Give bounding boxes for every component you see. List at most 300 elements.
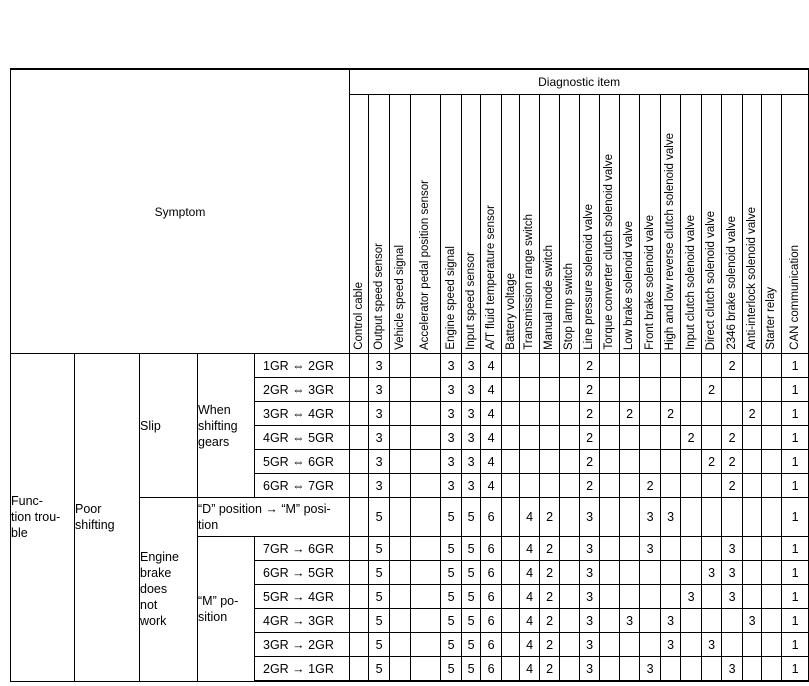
priority-cell: 3 <box>702 633 722 657</box>
column-header-label: Stop lamp switch <box>563 263 576 350</box>
priority-cell <box>762 537 782 561</box>
priority-cell: 2 <box>743 402 762 426</box>
column-header <box>600 95 620 354</box>
priority-cell <box>390 426 411 450</box>
priority-cell: 2 <box>722 450 743 474</box>
priority-cell: 4 <box>520 498 540 537</box>
priority-cell: 2 <box>640 474 661 498</box>
priority-cell <box>560 378 580 402</box>
priority-cell <box>560 633 580 657</box>
priority-cell: 3 <box>580 537 600 561</box>
priority-cell <box>411 537 441 561</box>
priority-cell: 4 <box>481 426 502 450</box>
priority-cell: 2 <box>540 498 560 537</box>
table-row <box>11 354 809 378</box>
priority-cell <box>411 498 441 537</box>
column-header <box>390 95 411 354</box>
priority-cell: 3 <box>441 354 462 378</box>
priority-cell: 5 <box>369 561 390 585</box>
priority-cell: 4 <box>520 585 540 609</box>
priority-cell: 2 <box>722 354 743 378</box>
priority-cell <box>762 354 782 378</box>
priority-cell: 3 <box>640 498 661 537</box>
priority-cell: 4 <box>481 474 502 498</box>
group-slip: Slip <box>140 354 198 498</box>
priority-cell: 5 <box>369 633 390 657</box>
priority-cell <box>390 450 411 474</box>
priority-cell: 3 <box>369 426 390 450</box>
priority-cell: 6 <box>481 561 502 585</box>
priority-cell: 3 <box>369 378 390 402</box>
priority-cell <box>502 402 520 426</box>
priority-cell: 1 <box>782 657 809 682</box>
column-header <box>462 95 481 354</box>
priority-cell: 3 <box>369 402 390 426</box>
priority-cell <box>411 585 441 609</box>
column-header-label: High and low reverse clutch solenoid valve <box>664 132 677 350</box>
priority-cell: 1 <box>782 474 809 498</box>
priority-cell <box>600 378 620 402</box>
gear-label: 5GR ⇔ 6GR <box>255 450 350 474</box>
priority-cell <box>762 561 782 585</box>
priority-cell <box>661 537 681 561</box>
priority-cell <box>411 450 441 474</box>
priority-cell: 4 <box>520 633 540 657</box>
priority-cell <box>620 633 640 657</box>
priority-cell: 2 <box>580 474 600 498</box>
priority-cell <box>600 609 620 633</box>
priority-cell <box>620 354 640 378</box>
priority-cell <box>600 474 620 498</box>
priority-cell <box>411 657 441 682</box>
priority-cell <box>762 426 782 450</box>
priority-cell: 2 <box>661 402 681 426</box>
priority-cell: 3 <box>681 585 702 609</box>
priority-cell <box>722 609 743 633</box>
priority-cell <box>762 585 782 609</box>
priority-cell <box>540 450 560 474</box>
priority-cell: 2 <box>540 561 560 585</box>
priority-cell: 4 <box>481 354 502 378</box>
priority-cell: 5 <box>441 633 462 657</box>
priority-cell <box>640 633 661 657</box>
priority-cell <box>702 657 722 682</box>
priority-cell <box>411 609 441 633</box>
priority-cell: 5 <box>369 657 390 682</box>
priority-cell: 3 <box>462 474 481 498</box>
priority-cell <box>502 609 520 633</box>
priority-cell: 1 <box>782 498 809 537</box>
priority-cell <box>502 498 520 537</box>
priority-cell <box>702 537 722 561</box>
priority-cell: 2 <box>540 633 560 657</box>
priority-cell <box>661 657 681 682</box>
priority-cell: 3 <box>722 657 743 682</box>
priority-cell <box>661 450 681 474</box>
priority-cell: 3 <box>580 585 600 609</box>
column-header <box>350 95 369 354</box>
priority-cell <box>743 537 762 561</box>
priority-cell <box>560 537 580 561</box>
priority-cell <box>350 585 369 609</box>
priority-cell <box>411 378 441 402</box>
column-header <box>722 95 743 354</box>
priority-cell: 3 <box>441 402 462 426</box>
column-header <box>520 95 540 354</box>
priority-cell: 5 <box>441 585 462 609</box>
column-header-label: 2346 brake solenoid valve <box>725 216 738 350</box>
column-header <box>369 95 390 354</box>
priority-cell: 2 <box>580 354 600 378</box>
priority-cell <box>350 657 369 682</box>
priority-cell <box>702 426 722 450</box>
gear-label: 1GR ⇔ 2GR <box>255 354 350 378</box>
priority-cell: 3 <box>441 450 462 474</box>
priority-cell <box>390 561 411 585</box>
priority-cell: 5 <box>462 537 481 561</box>
priority-cell <box>661 561 681 585</box>
priority-cell: 1 <box>782 585 809 609</box>
priority-cell <box>722 498 743 537</box>
priority-cell: 1 <box>782 402 809 426</box>
column-header <box>620 95 640 354</box>
priority-cell <box>620 498 640 537</box>
column-header <box>702 95 722 354</box>
column-header-label: Input speed sensor <box>465 252 478 350</box>
priority-cell <box>600 585 620 609</box>
priority-cell: 4 <box>520 537 540 561</box>
priority-cell: 3 <box>620 609 640 633</box>
priority-cell: 2 <box>580 426 600 450</box>
priority-cell <box>743 474 762 498</box>
priority-cell: 3 <box>369 474 390 498</box>
priority-cell <box>600 633 620 657</box>
column-header <box>481 95 502 354</box>
priority-cell <box>702 609 722 633</box>
priority-cell <box>681 609 702 633</box>
priority-cell <box>390 354 411 378</box>
priority-cell: 5 <box>441 657 462 682</box>
priority-cell: 6 <box>481 657 502 682</box>
priority-cell <box>390 498 411 537</box>
column-header-label: A/T fluid temperature sensor <box>484 205 497 350</box>
column-header <box>441 95 462 354</box>
priority-cell <box>390 402 411 426</box>
column-header-label: Control cable <box>353 282 366 350</box>
priority-cell <box>560 561 580 585</box>
group-poor-shifting: Poor shifting <box>75 354 140 682</box>
priority-cell <box>411 402 441 426</box>
priority-cell <box>661 474 681 498</box>
priority-cell: 3 <box>661 609 681 633</box>
priority-cell <box>620 585 640 609</box>
priority-cell <box>520 474 540 498</box>
priority-cell: 6 <box>481 585 502 609</box>
priority-cell: 2 <box>681 426 702 450</box>
priority-cell <box>350 426 369 450</box>
table-body <box>11 354 809 682</box>
priority-cell <box>762 378 782 402</box>
priority-cell: 3 <box>369 354 390 378</box>
priority-cell <box>520 450 540 474</box>
priority-cell <box>681 633 702 657</box>
priority-cell: 2 <box>580 378 600 402</box>
priority-cell: 3 <box>640 537 661 561</box>
priority-cell: 3 <box>462 426 481 450</box>
column-header <box>782 95 809 354</box>
gear-label: 5GR → 4GR <box>255 585 350 609</box>
priority-cell: 4 <box>481 450 502 474</box>
priority-cell <box>390 657 411 682</box>
priority-cell <box>560 450 580 474</box>
priority-cell: 6 <box>481 609 502 633</box>
column-header <box>580 95 600 354</box>
symptom-header: Symptom <box>11 69 350 354</box>
group-m-position: “M” po- sition <box>198 537 255 682</box>
column-header-label: Output speed sensor <box>372 243 385 350</box>
priority-cell: 1 <box>782 450 809 474</box>
priority-cell: 1 <box>782 354 809 378</box>
priority-cell <box>502 426 520 450</box>
priority-cell <box>350 378 369 402</box>
priority-cell <box>640 378 661 402</box>
priority-cell <box>762 498 782 537</box>
priority-cell <box>762 402 782 426</box>
priority-cell: 5 <box>462 609 481 633</box>
priority-cell <box>600 561 620 585</box>
priority-cell <box>600 657 620 682</box>
priority-cell: 5 <box>441 537 462 561</box>
priority-cell: 3 <box>462 354 481 378</box>
priority-cell <box>350 498 369 537</box>
priority-cell <box>640 402 661 426</box>
priority-cell <box>681 657 702 682</box>
priority-cell <box>681 354 702 378</box>
priority-cell: 3 <box>462 450 481 474</box>
priority-cell <box>702 354 722 378</box>
priority-cell <box>640 585 661 609</box>
priority-cell <box>620 450 640 474</box>
priority-cell: 5 <box>369 498 390 537</box>
priority-cell: 2 <box>580 450 600 474</box>
diagnostic-item-header: Diagnostic item <box>350 69 809 95</box>
priority-cell <box>762 609 782 633</box>
priority-cell <box>702 402 722 426</box>
group-when-shifting-gears: When shifting gears <box>198 354 255 498</box>
priority-cell <box>681 474 702 498</box>
priority-cell <box>661 354 681 378</box>
priority-cell <box>681 402 702 426</box>
column-header-label: Line pressure solenoid valve <box>583 204 596 350</box>
priority-cell <box>681 450 702 474</box>
priority-cell: 3 <box>661 498 681 537</box>
priority-cell: 5 <box>369 537 390 561</box>
priority-cell: 3 <box>462 378 481 402</box>
priority-cell: 1 <box>782 609 809 633</box>
priority-cell <box>390 537 411 561</box>
priority-cell: 5 <box>441 609 462 633</box>
priority-cell <box>640 450 661 474</box>
group-d-to-m-position: “D” position → “M” posi- tion <box>198 498 350 537</box>
priority-cell: 3 <box>580 657 600 682</box>
priority-cell <box>661 585 681 609</box>
gear-label: 3GR → 2GR <box>255 633 350 657</box>
priority-cell: 4 <box>520 657 540 682</box>
priority-cell <box>560 585 580 609</box>
priority-cell: 3 <box>722 585 743 609</box>
priority-cell <box>520 426 540 450</box>
column-header-label: Anti-interlock solenoid valve <box>746 207 759 350</box>
priority-cell <box>350 561 369 585</box>
column-header-label: Front brake solenoid valve <box>643 215 656 350</box>
priority-cell: 2 <box>540 585 560 609</box>
priority-cell <box>702 585 722 609</box>
priority-cell <box>620 426 640 450</box>
column-header <box>681 95 702 354</box>
gear-label: 6GR → 5GR <box>255 561 350 585</box>
priority-cell <box>411 354 441 378</box>
priority-cell: 3 <box>743 609 762 633</box>
priority-cell <box>350 402 369 426</box>
column-header-label: Starter relay <box>765 287 778 350</box>
priority-cell <box>661 426 681 450</box>
priority-cell <box>502 474 520 498</box>
gear-label: 2GR → 1GR <box>255 657 350 682</box>
priority-cell <box>502 537 520 561</box>
priority-cell <box>620 561 640 585</box>
column-header-label: Transmission range switch <box>523 214 536 350</box>
priority-cell <box>502 585 520 609</box>
priority-cell <box>390 474 411 498</box>
priority-cell: 2 <box>702 450 722 474</box>
priority-cell <box>600 426 620 450</box>
priority-cell: 5 <box>462 561 481 585</box>
priority-cell <box>743 354 762 378</box>
column-header <box>762 95 782 354</box>
priority-cell <box>560 426 580 450</box>
priority-cell <box>661 378 681 402</box>
priority-cell: 3 <box>702 561 722 585</box>
priority-cell: 3 <box>580 609 600 633</box>
priority-cell: 3 <box>580 498 600 537</box>
priority-cell <box>390 609 411 633</box>
priority-cell <box>620 378 640 402</box>
priority-cell <box>411 474 441 498</box>
priority-cell <box>560 498 580 537</box>
priority-cell: 3 <box>369 450 390 474</box>
priority-cell <box>702 474 722 498</box>
priority-cell <box>411 561 441 585</box>
priority-cell: 2 <box>540 537 560 561</box>
gear-label: 4GR ⇔ 5GR <box>255 426 350 450</box>
priority-cell <box>520 354 540 378</box>
gear-label: 7GR → 6GR <box>255 537 350 561</box>
priority-cell <box>743 378 762 402</box>
priority-cell <box>743 426 762 450</box>
priority-cell <box>762 657 782 682</box>
priority-cell: 3 <box>722 561 743 585</box>
priority-cell <box>681 561 702 585</box>
priority-cell <box>600 450 620 474</box>
priority-cell: 1 <box>782 561 809 585</box>
priority-cell <box>520 402 540 426</box>
priority-cell <box>600 498 620 537</box>
priority-cell: 1 <box>782 426 809 450</box>
priority-cell <box>350 450 369 474</box>
priority-cell <box>743 633 762 657</box>
priority-cell <box>600 402 620 426</box>
priority-cell <box>681 378 702 402</box>
diagnostic-table <box>10 68 809 682</box>
priority-cell <box>640 354 661 378</box>
priority-cell <box>350 633 369 657</box>
column-header <box>560 95 580 354</box>
priority-cell <box>743 561 762 585</box>
priority-cell <box>743 498 762 537</box>
priority-cell <box>743 450 762 474</box>
priority-cell: 5 <box>462 633 481 657</box>
priority-cell <box>411 426 441 450</box>
priority-cell: 5 <box>441 498 462 537</box>
priority-cell <box>560 474 580 498</box>
priority-cell <box>540 378 560 402</box>
priority-cell <box>560 609 580 633</box>
priority-cell: 5 <box>462 657 481 682</box>
column-header <box>540 95 560 354</box>
priority-cell: 5 <box>441 561 462 585</box>
priority-cell <box>640 561 661 585</box>
priority-cell <box>390 585 411 609</box>
group-engine-brake: Engine brake does not work <box>140 498 198 682</box>
priority-cell <box>350 474 369 498</box>
priority-cell <box>722 633 743 657</box>
column-header <box>661 95 681 354</box>
priority-cell <box>411 633 441 657</box>
column-header-label: Engine speed signal <box>444 246 457 350</box>
priority-cell: 5 <box>462 498 481 537</box>
priority-cell <box>620 537 640 561</box>
priority-cell <box>350 537 369 561</box>
column-header-label: CAN communication <box>788 245 801 350</box>
priority-cell: 6 <box>481 498 502 537</box>
priority-cell: 3 <box>640 657 661 682</box>
priority-cell <box>540 402 560 426</box>
column-header <box>640 95 661 354</box>
priority-cell <box>540 474 560 498</box>
column-header-label: Input clutch solenoid valve <box>684 215 697 350</box>
priority-cell: 5 <box>369 585 390 609</box>
priority-cell: 2 <box>540 657 560 682</box>
priority-cell: 1 <box>782 537 809 561</box>
priority-cell <box>762 474 782 498</box>
priority-cell: 3 <box>441 474 462 498</box>
priority-cell <box>722 402 743 426</box>
priority-cell <box>681 498 702 537</box>
priority-cell <box>762 450 782 474</box>
column-header-label: Low brake solenoid valve <box>623 220 636 350</box>
priority-cell: 4 <box>520 609 540 633</box>
priority-cell <box>722 378 743 402</box>
column-header-label: Torque converter clutch solenoid valve <box>603 154 616 350</box>
priority-cell <box>502 561 520 585</box>
priority-cell <box>502 354 520 378</box>
column-header-label: Accelerator pedal position sensor <box>419 179 432 350</box>
priority-cell: 2 <box>540 609 560 633</box>
priority-cell <box>502 633 520 657</box>
column-header-label: Vehicle speed signal <box>393 245 406 350</box>
priority-cell: 2 <box>580 402 600 426</box>
column-header-label: Direct clutch solenoid valve <box>705 210 718 350</box>
